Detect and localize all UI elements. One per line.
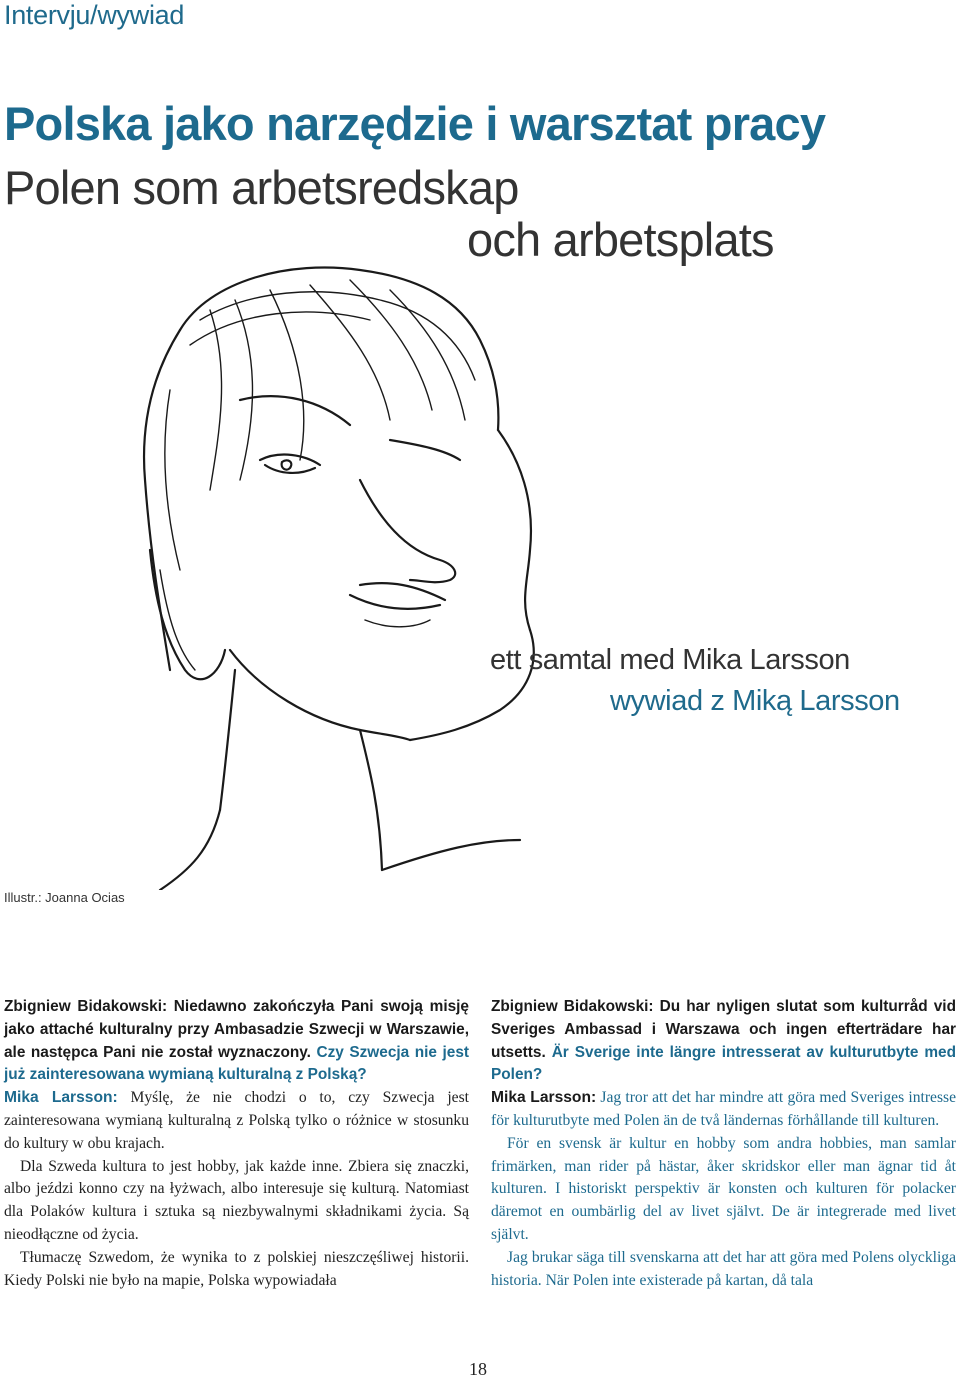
interview-answer xyxy=(4,1087,469,1155)
answer-text: Myślę, że nie chodzi o to, czy Szwecja jest zainteresowana wymianą kulturalną z Polską tylko o różnice w stosunku do kultury w obu krajach. xyxy=(4,1089,469,1152)
question-intro: Zbigniew Bidakowski: Niedawno zakończyła Pani swoją misję jako attaché kulturalny przy Ambasadzie Szwecji w Warszawie, ale następca Pani nie został wyznaczony. xyxy=(4,998,469,1061)
answer-paragraph: Tłumaczę Szwedom, że wynika to z polskiej nieszczęśliwej historii. Kiedy Polski nie było na mapie, Polska wypowiadała xyxy=(4,1248,469,1289)
illustration-credit: Illustr.: Joanna Ocias xyxy=(4,890,125,905)
title-swedish-line1: Polen som arbetsredskap xyxy=(4,161,519,214)
interview-question xyxy=(4,996,469,1087)
answer-paragraph: För en svensk är kultur en hobby som andra hobbies, man samlar frimärken, man rider på hästar, åker skridskor eller man ägnar tid åt kulturen. I historiskt perspektiv är konsten och kulturen för polacker däremot en oumbärlig del av livet självt. De är integrerade med livet självt. xyxy=(491,1134,956,1243)
answer-paragraph: Jag brukar säga till svenskarna att det har att göra med Polens olyckliga historia. När Polen inte existerade på kartan, då tala xyxy=(491,1248,956,1289)
interview-answer xyxy=(491,1087,956,1133)
page-number: 18 xyxy=(469,1359,487,1379)
answer-text: Jag tror att det har mindre att göra med Sveriges intresse för kulturutbyte med Polen än de två ländernas förhållande till kulturen. xyxy=(491,1089,956,1129)
question-highlight: Czy Szwecja nie jest już zainteresowana wymianą kulturalną z Polską? xyxy=(4,1043,470,1084)
section-label: Intervju/wywiad xyxy=(4,0,185,30)
portrait-illustration xyxy=(60,250,700,890)
answer-paragraph: Dla Szweda kultura to jest hobby, jak każde inne. Zbiera się znaczki, albo jeździ konno czy na łyżwach, albo interesuje się kulturą. Natomiast dla Polaków kultura i sztuka są niezbywalnymi składnikami życia. Są nieodłączne od życia. xyxy=(4,1157,469,1243)
subtitle-swedish: ett samtal med Mika Larsson xyxy=(490,644,850,676)
title-polish: Polska jako narzędzie i warsztat pracy xyxy=(4,97,826,150)
question-highlight: Är Sverige inte längre intresserat av kulturutbyte med Polen? xyxy=(491,1043,956,1084)
article-column-polish xyxy=(4,996,469,1292)
interview-question xyxy=(491,996,956,1087)
answer-speaker: Mika Larsson: xyxy=(4,1089,118,1107)
title-swedish-line2: och arbetsplats xyxy=(467,213,774,266)
question-intro: Zbigniew Bidakowski: Du har nyligen slutat som kulturråd vid Sveriges Ambassad i Warszawa och ingen efterträdare har utsetts. xyxy=(491,998,956,1061)
subtitle-polish: wywiad z Miką Larsson xyxy=(610,685,900,717)
article-column-swedish xyxy=(491,996,956,1292)
answer-speaker: Mika Larsson: xyxy=(491,1089,597,1107)
